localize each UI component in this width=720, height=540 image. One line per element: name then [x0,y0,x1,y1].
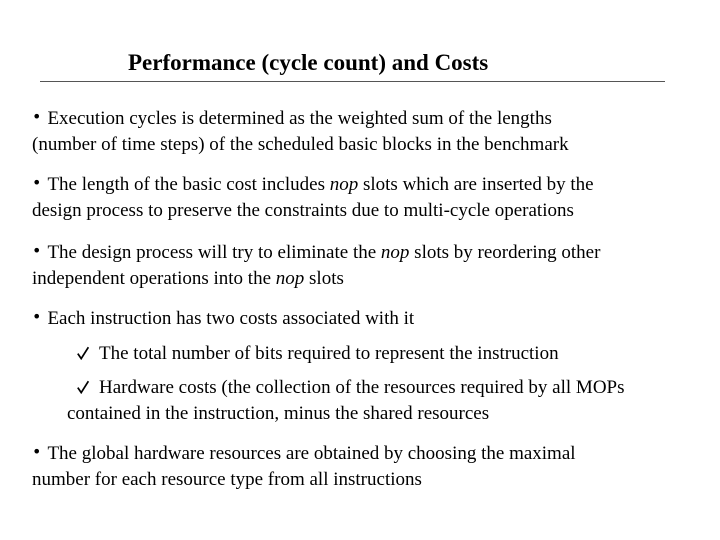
bullet-text: Execution cycles is determined as the weighted sum of the lengths [47,108,552,129]
title-divider [40,81,665,82]
check-icon [77,380,89,394]
subitem-line: contained in the instruction, minus the shared resources [67,403,490,424]
nop-term: nop [275,268,305,289]
bullet-eliminate-nop [32,240,708,292]
subitem-line [67,341,712,367]
bullet-text: The design process will try to eliminate the [47,242,381,263]
subitem-text: The total number of bits required to represent the instruction [99,343,559,364]
subitem-line [67,375,712,401]
subitem-total-bits [67,341,712,367]
bullet-text: independent operations into the [32,268,276,289]
bullet-text: The length of the basic cost includes [47,174,330,195]
bullet-line: (number of time steps) of the scheduled basic blocks in the benchmark [32,134,569,155]
bullet-line [32,240,708,266]
bullet-icon: • [32,173,42,192]
bullet-line [32,172,708,198]
bullet-line: design process to preserve the constraints due to multi-cycle operations [32,200,574,221]
bullet-global-resources [32,441,708,493]
nop-term: nop [380,242,410,263]
bullet-line [32,266,708,292]
bullet-text: slots [304,268,344,289]
bullet-icon: • [32,107,42,126]
bullet-text: slots by reordering other [409,242,601,263]
bullet-execution-cycles [32,106,708,158]
bullet-line: number for each resource type from all instructions [32,469,422,490]
nop-term: nop [329,174,359,195]
check-icon [77,346,89,360]
bullet-icon: • [32,241,42,260]
slide-title: Performance (cycle count) and Costs [128,50,489,75]
bullet-icon: • [32,307,42,326]
bullet-icon: • [32,442,42,461]
subitem-text: Hardware costs (the collection of the resources required by all MOPs [99,377,625,398]
bullet-line [32,106,708,132]
bullet-text: slots which are inserted by the [358,174,594,195]
bullet-instruction-costs [32,306,708,332]
subitem-hardware-costs [67,375,712,427]
bullet-text: Each instruction has two costs associated with it [47,308,415,329]
bullet-line [32,306,708,332]
bullet-text: The global hardware resources are obtained by choosing the maximal [47,443,576,464]
bullet-line [32,441,708,467]
bullet-basic-cost-length [32,172,708,224]
